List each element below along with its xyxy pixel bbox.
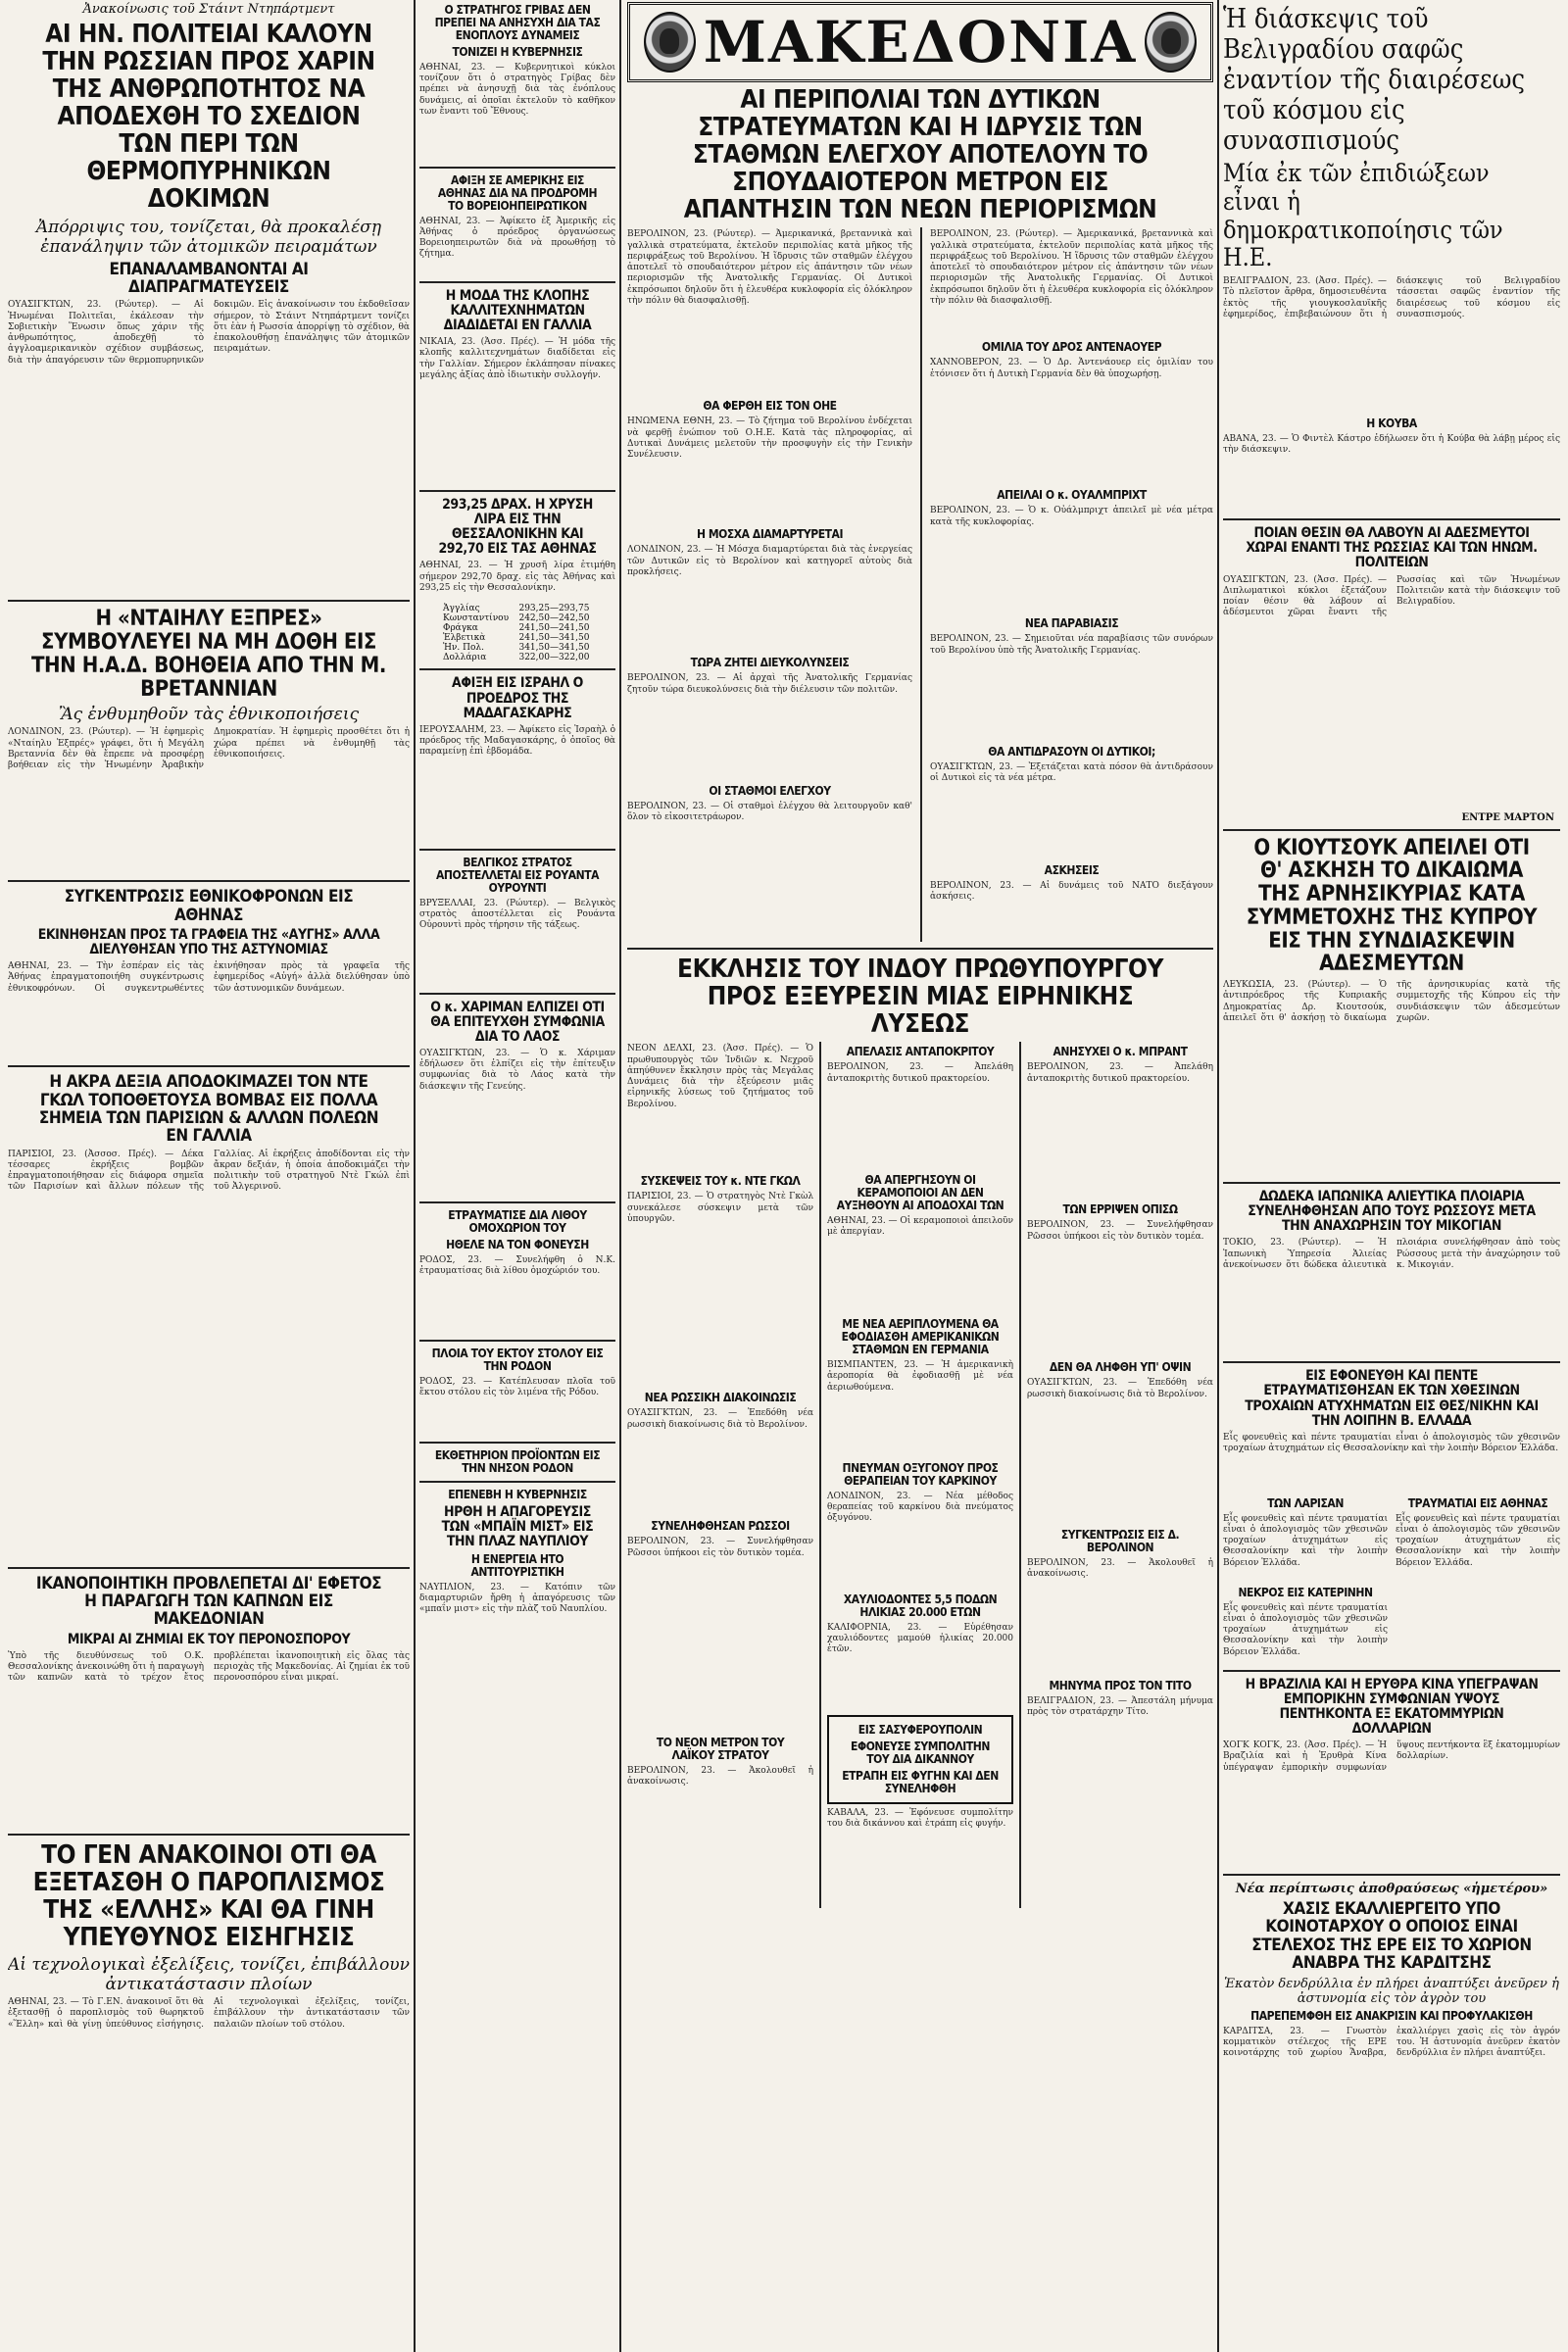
article-russian-note: ΟΥΑΣΙΓΚΤΩΝ, 23. — Ἐπεδόθη νέα ρωσσικὴ διακοίνωσις διὰ τὸ Βερολίνον.	[627, 1408, 814, 1430]
divider	[419, 167, 615, 169]
headline-stone-injury: ΕΤΡΑΥΜΑΤΙΣΕ ΔΙΑ ΛΙΘΟΥ ΟΜΟΧΩΡΙΟΝ ΤΟΥ	[448, 1207, 587, 1235]
subhead-nationalizations: Ἂς ἐνθυμηθοῦν τὰς ἐθνικοποιήσεις	[58, 705, 360, 725]
headline-kutchuk-veto: Ο ΚΙΟΥΤΣΟΥΚ ΑΠΕΙΛΕΙ ΟΤΙ Θ' ΑΣΚΗΣΗ ΤΟ ΔΙΚΑΙΩΜΑ ΤΗΣ ΑΡΝΗΣΙΚΥΡΙΑΣ ΚΑΤΑ ΣΥΜΜΕΤΟΧΗΣ ΤΗΣ ΚΥΠΡΟΥ ΕΙΣ ΤΗΝ ΣΥΝΔΙΑΣΚΕΨΙΝ ΑΔΕΣΜΕΥΤΩΝ	[1246, 835, 1538, 977]
center-lower-col-b	[827, 1042, 1013, 1907]
article-de-gaulle: ΠΑΡΙΣΙΟΙ, 23. — Ὁ στρατηγὸς Ντὲ Γκὼλ συνεκάλεσε σύσκεψιν μετὰ τῶν ὑπουργῶν.	[627, 1192, 814, 1224]
subhead-threw-back: ΤΩΝ ΕΡΡΙΨΕΝ ΟΠΙΣΩ	[1062, 1202, 1178, 1217]
article-adenauer: ΧΑΝΝΟΒΕΡΟΝ, 23. — Ὁ Δρ. Ἀντενάουερ εἰς ὁμιλίαν του ἐτόνισεν ὅτι ἡ Δυτικὴ Γερμανία δὲν θὰ ὑποχωρήσῃ.	[929, 358, 1213, 379]
column-1	[8, 0, 410, 2352]
headline-new-jets: ΜΕ ΝΕΑ ΑΕΡΙΠΛΟΥΜΕΝΑ ΘΑ ΕΦΟΔΙΑΣΘΗ ΑΜΕΡΙΚΑΝΙΚΩΝ ΣΤΑΘΜΩΝ ΕΝ ΓΕΡΜΑΝΙΑ	[841, 1317, 1000, 1357]
article-western-reaction: ΟΥΑΣΙΓΚΤΩΝ, 23. — Ἐξετάζεται κατὰ πόσον θὰ ἀντιδράσουν οἱ Δυτικοὶ εἰς τὰ νέα μέτρα.	[929, 762, 1213, 784]
divider	[1223, 1670, 1560, 1672]
article-indian-pm: ΝΕΟΝ ΔΕΛΧΙ, 23. (Ἀσσ. Πρές). — Ὁ πρωθυπουργὸς τῶν Ἰνδιῶν κ. Νεχροῦ ἀπηύθυνεν ἔκκλησιν πρὸς τὰς Μεγάλας Δυνάμεις διὰ τὴν ἐξεύρεσιν μιᾶς εἰρηνικῆς λύσεως τοῦ ζητήματος τοῦ Βερολίνου.	[627, 1044, 814, 1109]
subhead-tito-message: ΜΗΝΥΜΑ ΠΡΟΣ ΤΟΝ ΤΙΤΟ	[1049, 1679, 1192, 1693]
article-grivas: ΑΘΗΝΑΙ, 23. — Κυβερνητικοὶ κύκλοι τονίζουν ὅτι ὁ στρατηγὸς Γρίβας δὲν πρέπει νὰ ἀνησυχῇ διὰ τὰς ἐνόπλους δυνάμεις, αἱ ὁποῖαι ἐκτελοῦν τὸ καθῆκον των ἔναντι τοῦ Ἔθνους.	[419, 62, 615, 117]
headline-tusks: ΧΑΥΛΙΟΔΟΝΤΕΣ 5,5 ΠΟΔΩΝ ΗΛΙΚΙΑΣ 20.000 ΕΤΩΝ	[843, 1592, 998, 1619]
article-elli: ΑΘΗΝΑΙ, 23. — Τὸ Γ.ΕΝ. ἀνακοινοῖ ὅτι θὰ ἐξετασθῇ ὁ παροπλισμὸς τοῦ θωρηκτοῦ «Ἕλλη» καὶ θὰ γίνῃ ὑπεύθυνος εἰσήγησις. Αἱ τεχνολογικαὶ ἐξελίξεις, τονίζει, ἐπιβάλλουν τὴν ἀντικατάστασιν τῶν παλαιῶν πλοίων τοῦ στόλου.	[8, 1997, 410, 2030]
article-murder: ΚΑΒΑΛΑ, 23. — Ἐφόνευσε συμπολίτην του διὰ δικάννου καὶ ἐτράπη εἰς φυγήν.	[826, 1807, 1014, 1829]
subhead-brandt: ΑΝΗΣΥΧΕΙ Ο κ. ΜΠΡΑΝΤ	[1053, 1045, 1188, 1059]
subhead-de-gaulle: ΣΥΣΚΕΨΕΙΣ ΤΟΥ κ. ΝΤΕ ΓΚΩΛ	[640, 1174, 801, 1189]
article-kutchuk: ΛΕΥΚΩΣΙΑ, 23. (Ρώυτερ). — Ὁ ἀντιπρόεδρος τῆς Κυπριακῆς Δημοκρατίας Δρ. Κιουτσούκ, ἀπειλεῖ ὅτι θ' ἀσκήσῃ τὸ δικαίωμα τῆς ἀρνησικυρίας κατὰ τῆς συμμετοχῆς τῆς Κύπρου εἰς τὴν συνδιάσκεψιν τῶν ἀδεσμεύτων χωρῶν.	[1223, 980, 1560, 1023]
subhead-anti-tourist: Η ΕΝΕΡΓΕΙΑ ΗΤΟ ΑΝΤΙΤΟΥΡΙΣΤΙΚΗ	[470, 1551, 564, 1579]
article-athens-injured: Εἷς φονευθεὶς καὶ πέντε τραυματίαι εἶναι ὁ ἀπολογισμὸς τῶν χθεσινῶν τροχαίων ἀτυχημάτων εἰς Θεσσαλονίκην καὶ τὴν λοιπὴν Βόρειον Ἑλλάδα.	[1396, 1513, 1560, 1568]
divider	[8, 1567, 410, 1569]
headline-sixth-fleet: ΠΛΟΙΑ ΤΟΥ ΕΚΤΟΥ ΣΤΟΛΟΥ ΕΙΣ ΤΗΝ ΡΟΔΟΝ	[431, 1346, 604, 1373]
headline-art-theft: Η ΜΟΔΑ ΤΗΣ ΚΛΟΠΗΣ ΚΑΛΛΙΤΕΧΝΗΜΑΤΩΝ ΔΙΑΔΙΔΕΤΑΙ ΕΝ ΓΑΛΛΙΑ	[443, 287, 592, 333]
column-rule	[1019, 1042, 1021, 1907]
headline-belgian-army: ΒΕΛΓΙΚΟΣ ΣΤΡΑΤΟΣ ΑΠΟΣΤΕΛΛΕΤΑΙ ΕΙΣ ΡΟΥΑΝΤΑ ΟΥΡΟΥΝΤΙ	[435, 855, 600, 895]
table-row: Ἀγγλίας 293,25—293,75	[443, 604, 590, 614]
article-brandt: ΒΕΡΟΛΙΝΟΝ, 23. — Ἀπελάθη ἀνταποκριτὴς δυτικοῦ πρακτορείου.	[1026, 1062, 1213, 1084]
subhead-correspondent-expelled: ΑΠΕΛΑΣΙΣ ΑΝΤΑΠΟΚΡΙΤΟΥ	[846, 1045, 995, 1059]
center-lower-col-a	[627, 1042, 813, 1907]
subhead-remanded: ΠΑΡΕΠΕΜΦΘΗ ΕΙΣ ΑΝΑΚΡΙΣΙΝ ΚΑΙ ΠΡΟΦΥΛΑΚΙΣΘΗ	[1250, 2008, 1533, 2023]
seal-icon	[1145, 12, 1197, 73]
subhead-adenauer: ΟΜΙΛΙΑ ΤΟΥ ΔΡΟΣ ΑΝΤΕΝΑΟΥΕΡ	[981, 340, 1162, 355]
divider	[419, 1442, 615, 1444]
article-new-jets: ΒΙΣΜΠΑΝΤΕΝ, 23. — Ἡ ἀμερικανικὴ ἀεροπορία θὰ ἐφοδιασθῇ μὲ νέα ἀεριωθούμενα.	[826, 1360, 1014, 1393]
subhead-moscow-protests: Η ΜΟΣΧΑ ΔΙΑΜΑΡΤΥΡΕΤΑΙ	[696, 527, 844, 542]
headline-un-democratization: Μία ἐκ τῶν ἐπιδιώξεων εἶναι ἡ δημοκρατικοποίησις τῶν Η.Ε.	[1223, 159, 1503, 272]
price-table	[439, 604, 596, 662]
headline-indian-pm: ΕΚΚΛΗΣΙΣ ΤΟΥ ΙΝΔΟΥ ΠΡΩΘΥΠΟΥΡΓΟΥ ΠΡΟΣ ΕΞΕΥΡΕΣΙΝ ΜΙΑΣ ΕΙΡΗΝΙΚΗΣ ΛΥΣΕΩΣ	[677, 955, 1163, 1040]
subhead-not-considered: ΔΕΝ ΘΑ ΛΗΦΘΗ ΥΠ' ΟΨΙΝ	[1049, 1360, 1192, 1375]
article-berlin-continued: ΒΕΡΟΛΙΝΟΝ, 23. (Ρώυτερ). — Ἀμερικανικά, βρεταννικὰ καὶ γαλλικὰ στρατεύματα, ἐκτελοῦν περιπολίας κατὰ μῆκος τῆς περιφράξεως τοῦ Βερολίνου. Ἡ ἵδρυσις τῶν σταθμῶν ἐλέγχου ἀποτελεῖ τὸ σπουδαιότερον μέτρον εἰς ἀπάντησιν τῶν νέων περιορισμῶν τῆς Ἀνατολικῆς Γερμανίας. Οἱ Δυτικοὶ ἐκπρόσωποι δηλοῦν ὅτι ἡ ἐλευθέρα κυκλοφορία εἰς ὁλόκληρον τὴν πόλιν θὰ διασφαλισθῇ.	[929, 229, 1213, 306]
headline-gold-sovereign: 293,25 ΔΡΑΧ. Η ΧΡΥΣΗ ΛΙΡΑ ΕΙΣ ΤΗΝ ΘΕΣΣΑΛΟΝΙΚΗΝ ΚΑΙ 292,70 ΕΙΣ ΤΑΣ ΑΘΗΝΑΣ	[438, 497, 597, 558]
divider	[8, 1834, 410, 1836]
article-katerini: Εἷς φονευθεὶς καὶ πέντε τραυματίαι εἶναι ὁ ἀπολογισμὸς τῶν χθεσινῶν τροχαίων ἀτυχημάτων εἰς Θεσσαλονίκην καὶ τὴν λοιπὴν Βόρειον Ἑλλάδα.	[1223, 1602, 1388, 1657]
table-row: Κωνσταντίνου 242,50—242,50	[443, 613, 590, 624]
headline-rhodes-exhibition: ΕΚΘΕΤΗΡΙΟΝ ΠΡΟΪΟΝΤΩΝ ΕΙΣ ΤΗΝ ΝΗΣΟΝ ΡΟΔΟΝ	[434, 1447, 601, 1475]
subhead-cuba: Η ΚΟΥΒΑ	[1366, 416, 1417, 431]
article-ceramic-strike: ΑΘΗΝΑΙ, 23. — Οἱ κεραμοποιοὶ ἀπειλοῦν μὲ ἀπεργίαν.	[826, 1216, 1014, 1238]
article-stone-injury: ΡΟΔΟΣ, 23. — Συνελήφθη ὁ Ν.Κ. ἐτραυματίσας διὰ λίθου ὁμοχώριόν του.	[419, 1254, 615, 1277]
subhead-avgi-offices: ΕΚΙΝΗΘΗΣΑΝ ΠΡΟΣ ΤΑ ΓΡΑΦΕΙΑ ΤΗΣ «ΑΥΓΗΣ» ΑΛΛΑ ΔΙΕΛΥΘΗΣΑΝ ΥΠΟ ΤΗΣ ΑΣΤΥΝΟΜΙΑΣ	[37, 926, 380, 958]
divider	[419, 1201, 615, 1203]
table-row: Ἡν. Πολ. 341,50—341,50	[443, 643, 590, 654]
table-row: Δολλάρια 322,00—322,00	[443, 653, 590, 663]
article-moscow: ΛΟΝΔΙΝΟΝ, 23. — Ἡ Μόσχα διαμαρτύρεται διὰ τὰς ἐνεργείας τῶν Δυτικῶν εἰς τὸ Βερολίνον καὶ κατηγορεῖ αὐτοὺς διὰ προκλήσεις.	[627, 545, 912, 577]
article-us-russia: ΟΥΑΣΙΓΚΤΩΝ, 23. (Ρώυτερ). — Αἱ Ἡνωμέναι Πολιτεῖαι, ἐκάλεσαν τὴν Σοβιετικὴν Ἕνωσιν ὅπως χάριν τῆς ἀνθρωπότητος, ἀποδεχθῇ τὸ ἀγγλοαμερικανικὸν σχέδιον συμβάσεως, διὰ τὴν ἀπαγόρευσιν τῶν θερμοπυρηνικῶν δοκιμῶν. Εἰς ἀνακοίνωσιν του ἐκδοθεῖσαν σήμερον, τὸ Στάιντ Ντηπάρτμεντ τονίζει ὅτι ἐὰν ἡ Ρωσσία ἀπορρίψῃ τὸ σχέδιον, θὰ ἐπακολουθήσῃ ἐπανάληψις τῶν ἀτομικῶν πειραμάτων.	[8, 300, 410, 366]
headline-government-intervened: ΕΠΕΝΕΒΗ Η ΚΥΒΕΡΝΗΣΙΣ	[448, 1487, 587, 1501]
headline-western-patrols: ΑΙ ΠΕΡΙΠΟΛΙΑΙ ΤΩΝ ΔΥΤΙΚΩΝ ΣΤΡΑΤΕΥΜΑΤΩΝ ΚΑΙ Η ΙΔΡΥΣΙΣ ΤΩΝ ΣΤΑΘΜΩΝ ΕΛΕΓΧΟΥ ΑΠΟΤΕΛΟΥΝ ΤΟ ΣΠΟΥΔΑΙΟΤΕΡΟΝ ΜΕΤΡΟΝ ΕΙΣ ΑΠΑΝΤΗΣΙΝ ΤΩΝ ΝΕΩΝ ΠΕΡΙΟΡΙΣΜΩΝ	[683, 85, 1157, 225]
table-row: Φράγκα 241,50—241,50	[443, 623, 590, 634]
column-rule	[1217, 0, 1219, 2352]
headline-hashish: ΧΑΣΙΣ ΕΚΑΛΛΙΕΡΓΕΙΤΟ ΥΠΟ ΚΟΙΝΟΤΑΡΧΟΥ Ο ΟΠΟΙΟΣ ΕΙΝΑΙ ΣΤΕΛΕΧΟΣ ΤΗΣ ΕΡΕ ΕΙΣ ΤΟ ΧΩΡΙΟΝ ΑΝΑΒΡΑ ΤΗΣ ΚΑΡΔΙΤΣΗΣ	[1251, 1899, 1532, 1974]
subhead-west-berlin-rally: ΣΥΓΚΕΝΤΡΩΣΙΣ ΕΙΣ Δ. ΒΕΡΟΛΙΝΟΝ	[1060, 1528, 1180, 1555]
divider	[419, 668, 615, 670]
column-4	[930, 227, 1213, 942]
subhead-seedlings: Ἑκατὸν δενδρύλλια ἐν πλήρει ἀναπτύξει ἀνεῦρεν ἡ ἀστυνομία εἰς τὸν ἀγρὸν του	[1224, 1976, 1559, 2006]
column-3	[627, 227, 912, 942]
traffic-col-a	[1223, 1494, 1388, 1664]
divider	[419, 993, 615, 995]
masthead	[627, 2, 1213, 82]
subhead-russian-note: ΝΕΑ ΡΩΣΣΙΚΗ ΔΙΑΚΟΙΝΩΣΙΣ	[644, 1391, 797, 1405]
divider	[419, 490, 615, 492]
headline-brazil-china: Η ΒΡΑΖΙΛΙΑ ΚΑΙ Η ΕΡΥΘΡΑ ΚΙΝΑ ΥΠΕΓΡΑΨΑΝ ΕΜΠΟΡΙΚΗΝ ΣΥΜΦΩΝΙΑΝ ΥΨΟΥΣ ΠΕΝΤΗΚΟΝΤΑ ΕΞ ΕΚΑΤΟΜΜΥΡΙΩΝ ΔΟΛΛΑΡΙΩΝ	[1245, 1676, 1539, 1738]
subhead-mildew: ΜΙΚΡΑΙ ΑΙ ΖΗΜΙΑΙ ΕΚ ΤΟΥ ΠΕΡΟΝΟΣΠΟΡΟΥ	[67, 1631, 351, 1647]
subhead-katerini: ΝΕΚΡΟΣ ΕΙΣ ΚΑΤΕΡΙΝΗΝ	[1238, 1585, 1373, 1599]
subhead-new-violation: ΝΕΑ ΠΑΡΑΒΙΑΣΙΣ	[1024, 616, 1119, 631]
subhead-larisa: ΤΩΝ ΛΑΡΙΣΑΝ	[1267, 1495, 1344, 1510]
subhead-nafplio: ΗΡΘΗ Η ΑΠΑΓΟΡΕΥΣΙΣ ΤΩΝ «ΜΠΑΪΝ ΜΙΣΤ» ΕΙΣ ΤΗΝ ΠΛΑΖ ΝΑΥΠΛΙΟΥ	[441, 1503, 594, 1549]
subhead-ship-replacement: Αἱ τεχνολογικαὶ ἐξελίξεις, τονίζει, ἐπιβάλλουν ἀντικατάστασιν πλοίων	[8, 1955, 410, 1995]
article-japanese-boats: ΤΟΚΙΟ, 23. (Ρώυτερ). — Ἡ Ἰαπωνικὴ Ὑπηρεσία Ἁλιείας ἀνεκοίνωσεν ὅτι δώδεκα ἁλιευτικὰ πλοιάρια συνελήφθησαν ἀπὸ τοὺς Ρώσσους μετὰ τὴν ἀναχώρησιν τοῦ κ. Μικογιάν.	[1223, 1238, 1560, 1270]
column-rule	[619, 0, 621, 2352]
divider	[1223, 1361, 1560, 1363]
article-not-considered: ΟΥΑΣΙΓΚΤΩΝ, 23. — Ἐπεδόθη νέα ρωσσικὴ διακοίνωσις διὰ τὸ Βερολίνον.	[1026, 1378, 1213, 1399]
divider	[1223, 829, 1560, 831]
article-russians-arrested: ΒΕΡΟΛΙΝΟΝ, 23. — Συνελήφθησαν Ρῶσσοι ὑπήκοοι εἰς τὸν δυτικὸν τομέα.	[627, 1537, 814, 1558]
article-tusks: ΚΑΛΙΦΟΡΝΙΑ, 23. — Εὑρέθησαν χαυλιόδοντες μαμούθ ἡλικίας 20.000 ἐτῶν.	[826, 1622, 1014, 1655]
headline-ceramic-strike: ΘΑ ΑΠΕΡΓΗΣΟΥΝ ΟΙ ΚΕΡΑΜΟΠΟΙΟΙ ΑΝ ΔΕΝ ΑΥΞΗΘΟΥΝ ΑΙ ΑΠΟΔΟΧΑΙ ΤΩΝ	[836, 1173, 1004, 1213]
kicker-hashish: Νέα περίπτωσις ἀποθραύσεως «ἡμετέρου»	[1235, 1882, 1548, 1897]
headline-belgrade-conference: Ἡ διάσκεψις τοῦ Βελιγραδίου σαφῶς ἐναντίον τῆς διαιρέσεως τοῦ κόσμου εἰς συνασπισμούς	[1223, 4, 1526, 157]
article-madagascar: ΙΕΡΟΥΣΑΛΗΜ, 23. — Ἀφίκετο εἰς Ἰσραὴλ ὁ πρόεδρος τῆς Μαδαγασκάρης, ὁ ὁποῖος θὰ παραμείνῃ ἐπὶ ἑβδομάδα.	[419, 724, 615, 758]
article-belgrade: ΒΕΛΙΓΡΑΔΙΟΝ, 23. (Ἀσσ. Πρές). — Τὸ πλεῖστον ἄρθρα, δημοσιευθέντα ἐκτὸς τῆς γιουγκοσλαυϊκῆς ἐφημερίδος, ἐπιβεβαιώνουν ὅτι ἡ διάσκεψις τοῦ Βελιγραδίου τάσσεται σαφῶς ἐναντίον τῆς διαιρέσεως τοῦ κόσμου εἰς συνασπισμούς.	[1223, 276, 1560, 319]
divider	[8, 880, 410, 882]
headline-northern-epirus: ΑΦΙΞΗ ΣΕ ΑΜΕΡΙΚΗΣ ΕΙΣ ΑΘΗΝΑΣ ΔΙΑ ΝΑ ΠΡΟΔΡΟΜΗ ΤΟ ΒΟΡΕΙΟΗΠΕΙΡΩΤΙΚΟΝ	[437, 172, 598, 213]
article-hashish: ΚΑΡΔΙΤΣΑ, 23. — Γνωστὸν κομματικὸν στέλεχος τῆς ΕΡΕ κοινοτάρχης τοῦ χωρίου Ἄναβρα, ἐκαλλιέργει χασὶς εἰς τὸν ἀγρόν του. Ἡ ἀστυνομία ἀνεῦρεν ἑκατὸν δενδρύλλια ἐν πλήρει ἀναπτύξει.	[1223, 2026, 1560, 2059]
article-art-theft: ΝΙΚΑΙΑ, 23. (Ἀσσ. Πρές). — Ἡ μόδα τῆς κλοπῆς καλλιτεχνημάτων διαδίδεται εἰς τὴν Γαλλίαν. Σήμερον ἐκλάπησαν πίνακες μεγάλης ἀξίας ἀπὸ ἰδιωτικὴν συλλογήν.	[419, 337, 615, 380]
article-exercises: ΒΕΡΟΛΙΝΟΝ, 23. — Αἱ δυνάμεις τοῦ ΝΑΤΟ διεξάγουν ἀσκήσεις.	[929, 881, 1213, 903]
subhead-negotiations: ΕΠΑΝΑΛΑΜΒΑΝΟΝΤΑΙ ΑΙ ΔΙΑΠΡΑΓΜΑΤΕΥΣΕΙΣ	[109, 259, 309, 297]
divider	[419, 1340, 615, 1342]
subhead-athens-injured: ΤΡΑΥΜΑΤΙΑΙ ΕΙΣ ΑΘΗΝΑΣ	[1407, 1495, 1548, 1510]
article-daily-express: ΛΟΝΔΙΝΟΝ, 23. (Ρώυτερ). — Ἡ ἐφημερὶς «Νταίηλυ Ἐξπρές» γράφει, ὅτι ἡ Μεγάλη Βρεταννία δὲν θὰ ἔπρεπε νὰ προσφέρῃ βοήθειαν εἰς τὴν Ἡνωμένην Ἀραβικὴν Δημοκρατίαν. Ἡ ἐφημερὶς προσθέτει ὅτι ἡ χώρα πρέπει νὰ ἐνθυμηθῇ τὰς ἐθνικοποιήσεις.	[8, 727, 410, 771]
column-rule	[920, 227, 922, 942]
article-northern-epirus: ΑΘΗΝΑΙ, 23. — Ἀφίκετο ἐξ Ἀμερικῆς εἰς Ἀθήνας ὁ πρόεδρος ὀργανώσεως Βορειοηπειρωτῶν διὰ νὰ προωθήσῃ τὸ ζήτημα.	[419, 216, 615, 260]
article-far-right: ΠΑΡΙΣΙΟΙ, 23. (Ἀσσοσ. Πρές). — Δέκα τέσσαρες ἐκρήξεις βομβῶν ἐπραγματοποιήθησαν εἰς διάφορα σημεῖα τῶν Παρισίων καὶ ἄλλων πόλεων τῆς Γαλλίας. Αἱ ἐκρήξεις ἀποδίδονται εἰς τὴν ἄκραν δεξιάν, ἡ ὁποία ἀποδοκιμάζει τὴν πολιτικὴν τοῦ στρατηγοῦ Ντὲ Γκώλ ἐπὶ τοῦ Ἀλγερινοῦ.	[8, 1149, 410, 1193]
divider	[627, 948, 1213, 950]
subhead-exercises: ΑΣΚΗΣΕΙΣ	[1044, 863, 1100, 878]
article-threw-back: ΒΕΡΟΛΙΝΟΝ, 23. — Συνελήφθησαν Ρῶσσοι ὑπήκοοι εἰς τὸν δυτικὸν τομέα.	[1026, 1220, 1213, 1242]
article-new-measure: ΒΕΡΟΛΙΝΟΝ, 23. — Ἀκολουθεῖ ἡ ἀνακοίνωσις.	[627, 1766, 814, 1788]
subhead-government: ΤΟΝΙΖΕΙ Η ΚΥΒΕΡΝΗΣΙΣ	[452, 44, 583, 59]
subhead-ulbricht: ΑΠΕΙΛΑΙ Ο κ. ΟΥΑΛΜΠΡΙΧΤ	[997, 488, 1147, 503]
headline-us-russia-tests: ΑΙ ΗΝ. ΠΟΛΙΤΕΙΑΙ ΚΑΛΟΥΝ ΤΗΝ ΡΩΣΣΙΑΝ ΠΡΟΣ ΧΑΡΙΝ ΤΗΣ ΑΝΘΡΩΠΟΤΗΤΟΣ ΝΑ ΑΠΟΔΕΧΘΗ ΤΟ ΣΧΕΔΙΟΝ ΤΩΝ ΠΕΡΙ ΤΩΝ ΘΕΡΜΟΠΥΡΗΝΙΚΩΝ ΔΟΚΙΜΩΝ	[42, 20, 375, 215]
article-gold: ΑΘΗΝΑΙ, 23. — Ἡ χρυσῆ λίρα ἐτιμήθη σήμερον 292,70 δραχ. εἰς τὰς Ἀθήνας καὶ 293,25 εἰς τὴν Θεσσαλονίκην.	[419, 561, 615, 593]
article-belgian-army: ΒΡΥΞΕΛΛΑΙ, 23. (Ρώυτερ). — Βελγικὸς στρατὸς ἀποστέλλεται εἰς Ρουάντα Οὐρουντὶ πρὸς τήρησιν τῆς τάξεως.	[419, 898, 615, 931]
subhead-atomic-tests: Ἀπόρριψις του, τονίζεται, θὰ προκαλέσῃ ἐπανάληψιν τῶν ἀτομικῶν πειραμάτων	[35, 217, 382, 257]
headline-japanese-boats: ΔΩΔΕΚΑ ΙΑΠΩΝΙΚΑ ΑΛΙΕΥΤΙΚΑ ΠΛΟΙΑΡΙΑ ΣΥΝΕΛΗΦΘΗΣΑΝ ΑΠΟ ΤΟΥΣ ΡΩΣΣΟΥΣ ΜΕΤΑ ΤΗΝ ΑΝΑΧΩΡΗΣΙΝ ΤΟΥ ΜΙΚΟΓΙΑΝ	[1248, 1189, 1536, 1235]
article-cancer: ΛΟΝΔΙΝΟΝ, 23. — Νέα μέθοδος θεραπείας τοῦ καρκίνου διὰ πνεύματος ὀξυγόνου.	[826, 1491, 1014, 1524]
center-upper	[627, 227, 1213, 942]
article-larisa: Εἷς φονευθεὶς καὶ πέντε τραυματίαι εἶναι ὁ ἀπολογισμὸς τῶν χθεσινῶν τροχαίων ἀτυχημάτων εἰς Θεσσαλονίκην καὶ τὴν λοιπὴν Βόρειον Ἑλλάδα.	[1223, 1513, 1388, 1568]
article-control-stations: ΒΕΡΟΛΙΝΟΝ, 23. — Οἱ σταθμοὶ ἐλέγχου θὰ λειτουργοῦν καθ' ὅλον τὸ εἰκοσιτετράωρον.	[627, 802, 912, 823]
article-cuba: ΑΒΑΝΑ, 23. — Ὁ Φιντὲλ Κάστρο ἐδήλωσεν ὅτι ἡ Κούβα θὰ λάβῃ μέρος εἰς τὴν διάσκεψιν.	[1223, 434, 1560, 456]
headline-grivas: Ο ΣΤΡΑΤΗΓΟΣ ΓΡΙΒΑΣ ΔΕΝ ΠΡΕΠΕΙ ΝΑ ΑΝΗΣΥΧΗ ΔΙΑ ΤΑΣ ΕΝΟΠΛΟΥΣ ΔΥΝΑΜΕΙΣ	[434, 3, 601, 42]
column-rule	[819, 1042, 821, 1907]
headline-harriman: Ο κ. ΧΑΡΙΜΑΝ ΕΛΠΙΖΕΙ ΟΤΙ ΘΑ ΕΠΙΤΕΥΧΘΗ ΣΥΜΦΩΝΙΑ ΔΙΑ ΤΟ ΛΑΟΣ	[430, 999, 605, 1045]
article-brazil-china: ΧΟΓΚ ΚΟΓΚ, 23. (Ἀσσ. Πρές). — Ἡ Βραζιλία καὶ ἡ Ἐρυθρὰ Κίνα ὑπέγραψαν ἐμπορικὴν συμφωνίαν ὕψους πεντήκοντα ἓξ ἑκατομμυρίων δολλαρίων.	[1223, 1740, 1560, 1773]
masthead-title: ΜΑΚΕΔΟΝΙΑ	[703, 9, 1138, 75]
subhead-fled: ΕΤΡΑΠΗ ΕΙΣ ΦΥΓΗΝ ΚΑΙ ΔΕΝ ΣΥΝΕΛΗΦΘΗ	[842, 1768, 999, 1795]
subhead-murder: ΕΦΟΝΕΥΣΕ ΣΥΜΠΟΛΙΤΗΝ ΤΟΥ ΔΙΑ ΔΙΚΑΝΝΟΥ	[851, 1739, 990, 1766]
article-nafplio: ΝΑΥΠΛΙΟΝ, 23. — Κατόπιν τῶν διαμαρτυριῶν ἤρθη ἡ ἀπαγόρευσις τῶν «μπαΐν μιστ» εἰς τὴν πλὰζ τοῦ Ναυπλίου.	[419, 1582, 615, 1615]
center-lower	[627, 1042, 1213, 1907]
article-un: ΗΝΩΜΕΝΑ ΕΘΝΗ, 23. — Τὸ ζήτημα τοῦ Βερολίνου ἐνδέχεται νὰ φερθῇ ἐνώπιον τοῦ Ο.Η.Ε. Κατὰ τὰς πληροφορίας, αἱ Δυτικαὶ Δυνάμεις μελετοῦν τὴν προσφυγὴν εἰς τὴν Γενικὴν Συνέλευσιν.	[627, 416, 912, 461]
article-tito-message: ΒΕΛΙΓΡΑΔΙΟΝ, 23. — Ἀπεστάλη μήνυμα πρὸς τὸν στρατάρχην Τίτο.	[1026, 1696, 1213, 1718]
headline-non-aligned: ΠΟΙΑΝ ΘΕΣΙΝ ΘΑ ΛΑΒΟΥΝ ΑΙ ΑΔΕΣΜΕΥΤΟΙ ΧΩΡΑΙ ΕΝΑΝΤΙ ΤΗΣ ΡΩΣΣΙΑΣ ΚΑΙ ΤΩΝ ΗΝΩΜ. ΠΟΛΙΤΕΙΩΝ	[1246, 525, 1538, 571]
subhead-control-stations: ΟΙ ΣΤΑΘΜΟΙ ΕΛΕΓΧΟΥ	[709, 784, 831, 799]
subhead-russians-arrested: ΣΥΝΕΛΗΦΘΗΣΑΝ ΡΩΣΣΟΙ	[651, 1519, 790, 1534]
article-west-berlin-rally: ΒΕΡΟΛΙΝΟΝ, 23. — Ἀκολουθεῖ ἡ ἀνακοίνωσις.	[1026, 1558, 1213, 1580]
divider	[1223, 1874, 1560, 1876]
headline-far-right-bombs: Η ΑΚΡΑ ΔΕΞΙΑ ΑΠΟΔΟΚΙΜΑΖΕΙ ΤΟΝ ΝΤΕ ΓΚΩΛ ΤΟΠΟΘΕΤΟΥΣΑ ΒΟΜΒΑΣ ΕΙΣ ΠΟΛΛΑ ΣΗΜΕΙΑ ΤΩΝ ΠΑΡΙΣΙΩΝ & ΑΛΛΩΝ ΠΟΛΕΩΝ ΕΝ ΓΑΛΛΙΑ	[38, 1072, 379, 1147]
divider	[1223, 1182, 1560, 1184]
subhead-western-reaction: ΘΑ ΑΝΤΙΔΡΑΣΟΥΝ ΟΙ ΔΥΤΙΚΟΙ;	[988, 745, 1155, 760]
article-facilities: ΒΕΡΟΛΙΝΟΝ, 23. — Αἱ ἀρχαὶ τῆς Ἀνατολικῆς Γερμανίας ζητοῦν τώρα διευκολύνσεις διὰ τὴν διέλευσιν τῶν πολιτῶν.	[627, 673, 912, 695]
article-correspondent: ΒΕΡΟΛΙΝΟΝ, 23. — Ἀπελάθη ἀνταποκριτὴς δυτικοῦ πρακτορείου.	[826, 1062, 1014, 1084]
headline-daily-express: Η «ΝΤΑΙΗΛΥ ΕΞΠΡΕΣ» ΣΥΜΒΟΥΛΕΥΕΙ ΝΑ ΜΗ ΔΟΘΗ ΕΙΣ ΤΗΝ Η.Α.Δ. ΒΟΗΘΕΙΑ ΑΠΟ ΤΗΝ Μ. ΒΡΕΤΑΝΝΙΑΝ	[31, 607, 386, 702]
headline-sasyferoupolis: ΕΙΣ ΣΑΣΥΦΕΡΟΥΠΟΛΙΝ	[858, 1722, 983, 1737]
article-violation: ΒΕΡΟΛΙΝΟΝ, 23. — Σημειοῦται νέα παραβίασις τῶν συνόρων τοῦ Βερολίνου ὑπὸ τῆς Ἀνατολικῆς Γερμανίας.	[929, 634, 1213, 656]
article-non-aligned: ΟΥΑΣΙΓΚΤΩΝ, 23. (Ἀσσ. Πρές). — Διπλωματικοὶ κύκλοι ἐξετάζουν ποίαν θέσιν θὰ λάβουν αἱ ἀδέσμευτοι χῶραι ἔναντι τῆς Ρωσσίας καὶ τῶν Ἡνωμένων Πολιτειῶν κατὰ τὴν διάσκεψιν τοῦ Βελιγραδίου.	[1223, 574, 1560, 618]
headline-nationalists-gathering: ΣΥΓΚΕΝΤΡΩΣΙΣ ΕΘΝΙΚΟΦΡΟΝΩΝ ΕΙΣ ΑΘΗΝΑΣ	[64, 887, 354, 925]
headline-tobacco-production: ΙΚΑΝΟΠΟΙΗΤΙΚΗ ΠΡΟΒΛΕΠΕΤΑΙ ΔΙ' ΕΦΕΤΟΣ Η ΠΑΡΑΓΩΓΗ ΤΩΝ ΚΑΠΝΩΝ ΕΙΣ ΜΑΚΕΔΟΝΙΑΝ	[35, 1573, 382, 1630]
subhead-new-measure: ΤΟ ΝΕΟΝ ΜΕΤΡΟΝ ΤΟΥ ΛΑΪΚΟΥ ΣΤΡΑΤΟΥ	[656, 1736, 785, 1763]
traffic-subsections	[1223, 1494, 1560, 1664]
divider	[1223, 518, 1560, 520]
column-5	[1223, 0, 1560, 2352]
column-2	[419, 0, 615, 2352]
kicker-state-department: Ἀνακοίνωσις τοῦ Στάιντ Ντηπάρτμεντ	[82, 2, 335, 17]
headline-traffic-accidents: ΕΙΣ ΕΦΟΝΕΥΘΗ ΚΑΙ ΠΕΝΤΕ ΕΤΡΑΥΜΑΤΙΣΘΗΣΑΝ ΕΚ ΤΩΝ ΧΘΕΣΙΝΩΝ ΤΡΟΧΑΙΩΝ ΑΤΥΧΗΜΑΤΩΝ ΕΙΣ ΘΕΣ/ΝΙΚΗΝ ΚΑΙ ΤΗΝ ΛΟΙΠΗΝ Β. ΕΛΛΑΔΑ	[1245, 1368, 1539, 1429]
article-western-patrols: ΒΕΡΟΛΙΝΟΝ, 23. (Ρώυτερ). — Ἀμερικανικά, βρεταννικὰ καὶ γαλλικὰ στρατεύματα, ἐκτελοῦν περιπολίας κατὰ μῆκος τῆς περιφράξεως τοῦ Βερολίνου. Ἡ ἵδρυσις τῶν σταθμῶν ἐλέγχου ἀποτελεῖ τὸ σπουδαιότερον μέτρον εἰς ἀπάντησιν τῶν νέων περιορισμῶν τῆς Ἀνατολικῆς Γερμανίας. Οἱ Δυτικοὶ ἐκπρόσωποι δηλοῦν ὅτι ἡ ἐλευθέρα κυκλοφορία εἰς ὁλόκληρον τὴν πόλιν θὰ διασφαλισθῇ.	[627, 229, 912, 306]
subhead-stone-injury: ΗΘΕΛΕ ΝΑ ΤΟΝ ΦΟΝΕΥΣΗ	[446, 1237, 589, 1251]
table-row: Ἑλβετικὰ 241,50—341,50	[443, 633, 590, 644]
article-traffic: Εἷς φονευθεὶς καὶ πέντε τραυματίαι εἶναι ὁ ἀπολογισμὸς τῶν χθεσινῶν τροχαίων ἀτυχημάτων εἰς Θεσσαλονίκην καὶ τὴν λοιπὴν Βόρειον Ἑλλάδα.	[1223, 1432, 1560, 1454]
subhead-facilities: ΤΩΡΑ ΖΗΤΕΙ ΔΙΕΥΚΟΛΥΝΣΕΙΣ	[690, 656, 850, 670]
divider	[419, 281, 615, 283]
byline-signature: ΕΝΤΡΕ ΜΑΡΤΟΝ	[1461, 811, 1554, 823]
headline-madagascar: ΑΦΙΞΗ ΕΙΣ ΙΣΡΑΗΛ Ο ΠΡΟΕΔΡΟΣ ΤΗΣ ΜΑΔΑΓΑΣΚΑΡΗΣ	[452, 675, 583, 721]
seal-icon	[644, 12, 696, 73]
article-sixth-fleet: ΡΟΔΟΣ, 23. — Κατέπλευσαν πλοῖα τοῦ ἕκτου στόλου εἰς τὸν λιμένα τῆς Ρόδου.	[419, 1376, 615, 1397]
center-lower-col-c	[1027, 1042, 1213, 1907]
divider	[419, 1481, 615, 1483]
column-rule	[414, 0, 416, 2352]
divider	[419, 849, 615, 851]
center-columns	[627, 0, 1213, 2352]
subhead-un: ΘΑ ΦΕΡΘΗ ΕΙΣ ΤΟΝ ΟΗΕ	[703, 399, 837, 414]
headline-cancer-oxygen: ΠΝΕΥΜΑΝ ΟΞΥΓΟΝΟΥ ΠΡΟΣ ΘΕΡΑΠΕΙΑΝ ΤΟΥ ΚΑΡΚΙΝΟΥ	[842, 1461, 999, 1489]
divider	[8, 600, 410, 602]
article-tobacco: Ὑπὸ τῆς διευθύνσεως τοῦ Ο.Κ. Θεσσαλονίκης ἀνεκοινώθη ὅτι ἡ παραγωγὴ τῶν καπνῶν κατὰ τὸ τρέχον ἔτος προβλέπεται ἱκανοποιητικὴ εἰς ὅλας τὰς περιοχὰς τῆς Μακεδονίας. Αἱ ζημίαι ἐκ τοῦ περονοσπόρου εἶναι μικραί.	[8, 1650, 410, 1684]
headline-elli-decommission: ΤΟ ΓΕΝ ΑΝΑΚΟΙΝΟΙ ΟΤΙ ΘΑ ΕΞΕΤΑΣΘΗ Ο ΠΑΡΟΠΛΙΣΜΟΣ ΤΗΣ «ΕΛΛΗΣ» ΚΑΙ ΘΑ ΓΙΝΗ ΥΠΕΥΘΥΝΟΣ ΕΙΣΗΓΗΣΙΣ	[32, 1839, 385, 1953]
article-nationalists: ΑΘΗΝΑΙ, 23. — Τὴν ἑσπέραν εἰς τὰς Ἀθήνας ἐπραγματοποιήθη συγκέντρωσις ἐθνικοφρόνων. Οἱ συγκεντρωθέντες ἐκινήθησαν πρὸς τὰ γραφεῖα τῆς ἐφημερίδος «Αὐγή» ἀλλὰ διελύθησαν ὑπὸ τῶν ἀστυνομικῶν δυνάμεων.	[8, 961, 410, 994]
box-sasyferoupolis	[827, 1715, 1013, 1804]
traffic-col-b	[1396, 1494, 1560, 1664]
divider	[8, 1065, 410, 1067]
article-ulbricht: ΒΕΡΟΛΙΝΟΝ, 23. — Ὁ κ. Οὐάλμπριχτ ἀπειλεῖ μὲ νέα μέτρα κατὰ τῆς κυκλοφορίας.	[929, 506, 1213, 527]
article-harriman: ΟΥΑΣΙΓΚΤΩΝ, 23. — Ὁ κ. Χάριμαν ἐδήλωσεν ὅτι ἐλπίζει εἰς τὴν ἐπίτευξιν συμφωνίας διὰ τὸ Λάος κατὰ τὴν διάσκεψιν τῆς Γενεύης.	[419, 1048, 615, 1092]
